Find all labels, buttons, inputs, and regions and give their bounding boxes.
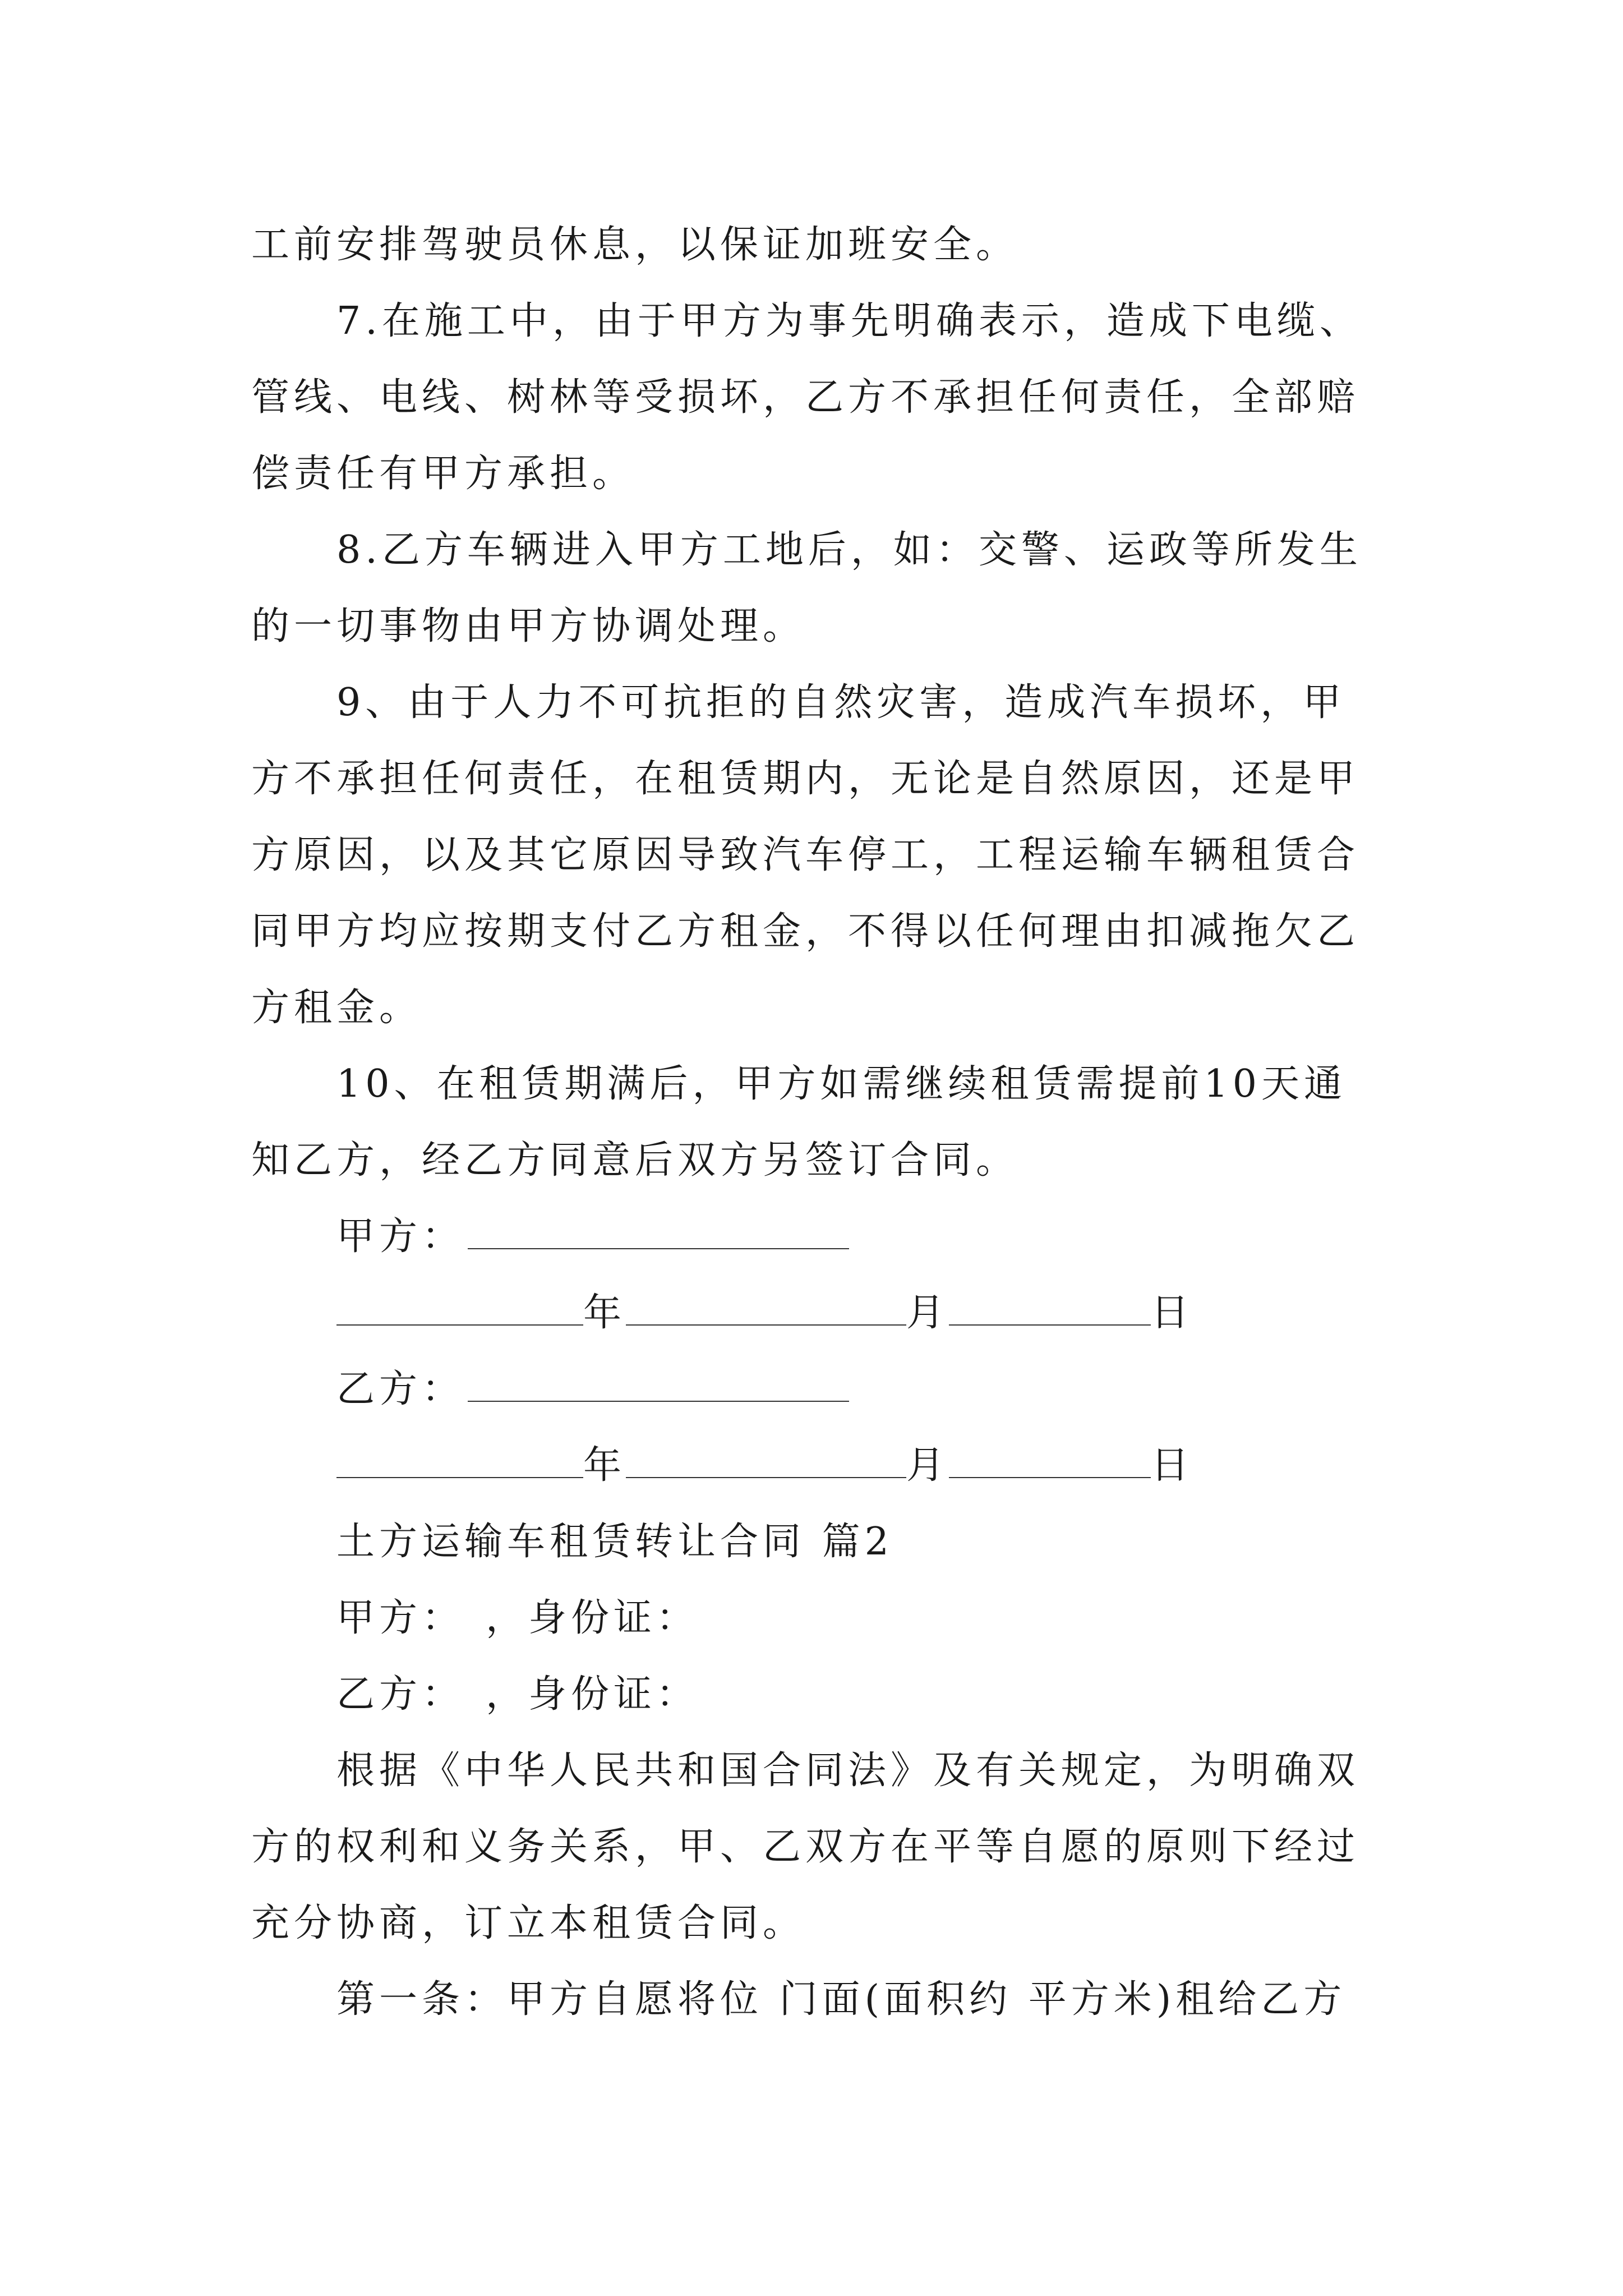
- text-line: 管线、电线、树林等受损坏，乙方不承担任何责任，全部赔: [251, 375, 1360, 420]
- year-blank: [336, 1292, 583, 1326]
- party-a-label: 甲方：: [336, 1214, 465, 1259]
- text-line: 方的权利和义务关系，甲、乙双方在平等自愿的原则下经过: [251, 1825, 1360, 1869]
- section-title: 土方运输车租赁转让合同 篇2: [336, 1520, 893, 1564]
- year-label: 年: [583, 1443, 626, 1488]
- text-line: 8.乙方车辆进入甲方工地后，如：交警、运政等所发生: [336, 528, 1362, 572]
- text-line: 充分协商，订立本租赁合同。: [251, 1901, 806, 1945]
- text-line: 第一条：甲方自愿将位 门面(面积约 平方米)租给乙方: [336, 1977, 1347, 2022]
- text-line: 偿责任有甲方承担。: [251, 452, 635, 496]
- text-line: 的一切事物由甲方协调处理。: [251, 604, 806, 648]
- text-line: 知乙方，经乙方同意后双方另签订合同。: [251, 1138, 1019, 1182]
- party-b-id-label: 乙方：: [336, 1672, 465, 1717]
- month-label: 月: [906, 1291, 949, 1335]
- text-line: 9、由于人力不可抗拒的自然灾害，造成汽车损坏，甲: [336, 680, 1346, 725]
- text-line: 方租金。: [251, 986, 422, 1030]
- party-a-signature-blank: [468, 1216, 849, 1249]
- text-line: 7.在施工中，由于甲方为事先明确表示，造成下电缆、: [336, 299, 1362, 343]
- year-label: 年: [583, 1291, 626, 1335]
- text-line: 方原因，以及其它原因导致汽车停工，工程运输车辆租赁合: [251, 833, 1360, 877]
- day-blank: [949, 1292, 1151, 1326]
- day-label: 日: [1151, 1443, 1194, 1488]
- text-line: 根据《中华人民共和国合同法》及有关规定，为明确双: [336, 1749, 1360, 1793]
- text-line: 方不承担任何责任，在租赁期内，无论是自然原因，还是甲: [251, 757, 1360, 801]
- day-label: 日: [1151, 1291, 1194, 1335]
- signature-line-party-a: [336, 1212, 849, 1262]
- party-a-id-line: [336, 1593, 699, 1644]
- month-blank: [626, 1292, 906, 1326]
- text-line: 10、在租赁期满后，甲方如需继续租赁需提前10天通: [336, 1062, 1347, 1106]
- month-blank: [626, 1444, 906, 1478]
- signature-line-party-b: [336, 1364, 849, 1415]
- day-blank: [949, 1444, 1151, 1478]
- party-b-signature-blank: [468, 1368, 849, 1402]
- year-blank: [336, 1444, 583, 1478]
- date-line-party-b: [336, 1441, 1193, 1491]
- party-a-id-label: 甲方：: [336, 1596, 465, 1640]
- text-line: 同甲方均应按期支付乙方租金，不得以任何理由扣减拖欠乙: [251, 909, 1360, 954]
- party-b-label: 乙方：: [336, 1367, 465, 1411]
- text-line: 工前安排驾驶员休息，以保证加班安全。: [251, 223, 1019, 267]
- party-a-id-sep: ，身份证：: [486, 1596, 699, 1640]
- party-b-id-line: [336, 1669, 699, 1720]
- month-label: 月: [906, 1443, 949, 1488]
- date-line-party-a: [336, 1288, 1193, 1338]
- party-b-id-sep: ，身份证：: [486, 1672, 699, 1717]
